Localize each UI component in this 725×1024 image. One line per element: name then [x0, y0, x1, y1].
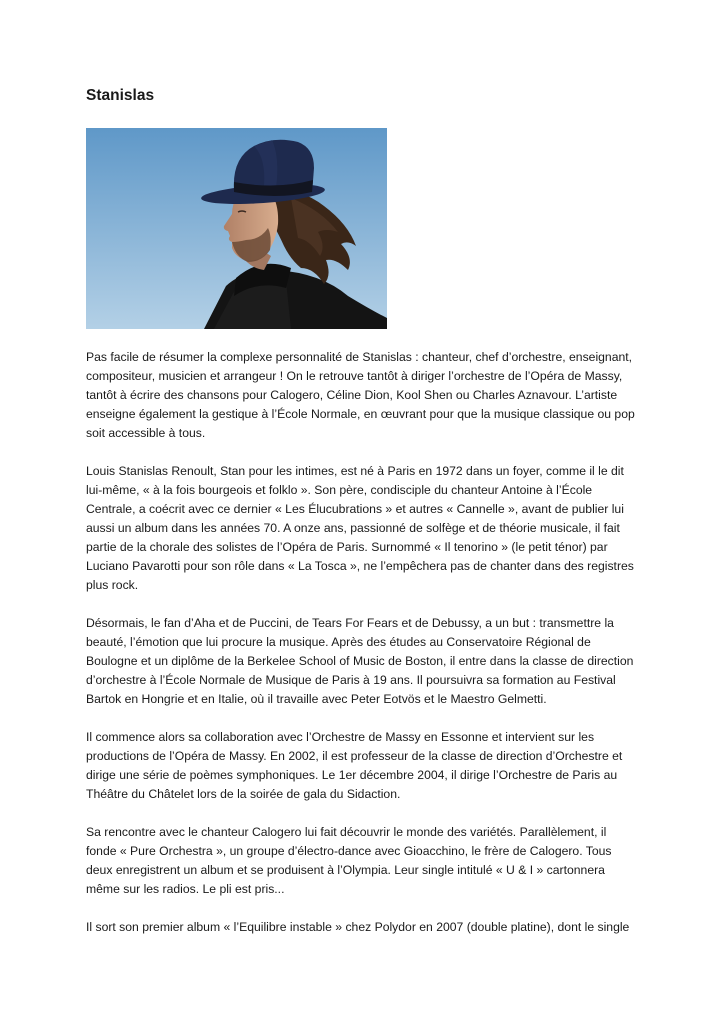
paragraph-line: deux enregistrent un album et se produisent à l’Olympia. Leur single intitulé « U & I » cartonnera — [86, 863, 605, 877]
paragraph-line: enseigne également la gestique à l’École Normale, en œuvrant pour que la musique classique ou pop — [86, 407, 635, 421]
paragraph-line: Théâtre du Châtelet lors de la soirée de gala du Sidaction. — [86, 787, 401, 801]
paragraph-line: Il sort son premier album « l’Equilibre instable » chez Polydor en 2007 (double platine), dont le single — [86, 920, 630, 934]
paragraph-line: lui-même, « à la fois bourgeois et folklo ». Son père, condisciple du chanteur Antoine à l’École — [86, 483, 593, 497]
paragraph-line: Il commence alors sa collaboration avec l’Orchestre de Massy en Essonne et intervient sur les — [86, 730, 595, 744]
paragraph — [86, 348, 642, 443]
portrait-illustration — [86, 128, 387, 329]
paragraph — [86, 728, 642, 804]
paragraph-line: partie de la chorale des solistes de l’Opéra de Paris. Surnommé « Il tenorino » (le petit ténor) par — [86, 540, 608, 554]
paragraph-line: compositeur, musicien et arrangeur ! On le retrouve tantôt à diriger l’orchestre de l’Opéra de Massy, — [86, 369, 623, 383]
paragraph-line: soit accessible à tous. — [86, 426, 206, 440]
paragraph-line: aussi un album dans les années 70. A onze ans, passionné de solfège et de théorie musicale, il fait — [86, 521, 620, 535]
paragraph-line: d’orchestre à l’École Normale de Musique de Paris à 19 ans. Il poursuivra sa formation au Festival — [86, 673, 616, 687]
paragraph-line: même sur les radios. Le pli est pris... — [86, 882, 285, 896]
paragraph-line: Centrale, a coécrit avec ce dernier « Les Élucubrations » et autres « Cannelle », avant de publier lui — [86, 502, 624, 516]
paragraph-line: Bartok en Hongrie et en Italie, où il travaille avec Peter Eotvös et le Maestro Gelmetti. — [86, 692, 547, 706]
paragraph-line: Luciano Pavarotti pour son rôle dans « La Tosca », ne l’empêchera pas de chanter dans des registres — [86, 559, 634, 573]
paragraph-line: Boulogne et un diplôme de la Berkelee School of Music de Boston, il entre dans la classe de direction — [86, 654, 634, 668]
paragraph-line: Désormais, le fan d’Aha et de Puccini, de Tears For Fears et de Debussy, a un but : transmettre la — [86, 616, 614, 630]
paragraph-line: Pas facile de résumer la complexe personnalité de Stanislas : chanteur, chef d’orchestre, enseignant, — [86, 350, 633, 364]
page-title: Stanislas — [86, 87, 155, 104]
paragraph — [86, 614, 642, 709]
paragraph-line: Louis Stanislas Renoult, Stan pour les intimes, est né à Paris en 1972 dans un foyer, comme il le dit — [86, 464, 624, 478]
paragraph-line: dirige une série de poèmes symphoniques. Le 1er décembre 2004, il dirige l’Orchestre de Paris au — [86, 768, 618, 782]
paragraph-line: fonde « Pure Orchestra », un groupe d’électro-dance avec Gioacchino, le frère de Calogero. Tous — [86, 844, 612, 858]
paragraph — [86, 823, 642, 899]
paragraph-line: Sa rencontre avec le chanteur Calogero lui fait découvrir le monde des variétés. Parallèlement, il — [86, 825, 607, 839]
paragraph-line: productions de l’Opéra de Massy. En 2002, il est professeur de la classe de direction d’Orchestre et — [86, 749, 623, 763]
paragraph-line: plus rock. — [86, 578, 139, 592]
article-body — [86, 348, 642, 956]
paragraph — [86, 462, 642, 595]
paragraph — [86, 918, 642, 937]
portrait-photo — [86, 128, 387, 329]
paragraph-line: tantôt à écrire des chansons pour Calogero, Céline Dion, Kool Shen ou Charles Aznavour. L’artiste — [86, 388, 618, 402]
paragraph-line: beauté, l’émotion que lui procure la musique. Après des études au Conservatoire Régional de — [86, 635, 591, 649]
